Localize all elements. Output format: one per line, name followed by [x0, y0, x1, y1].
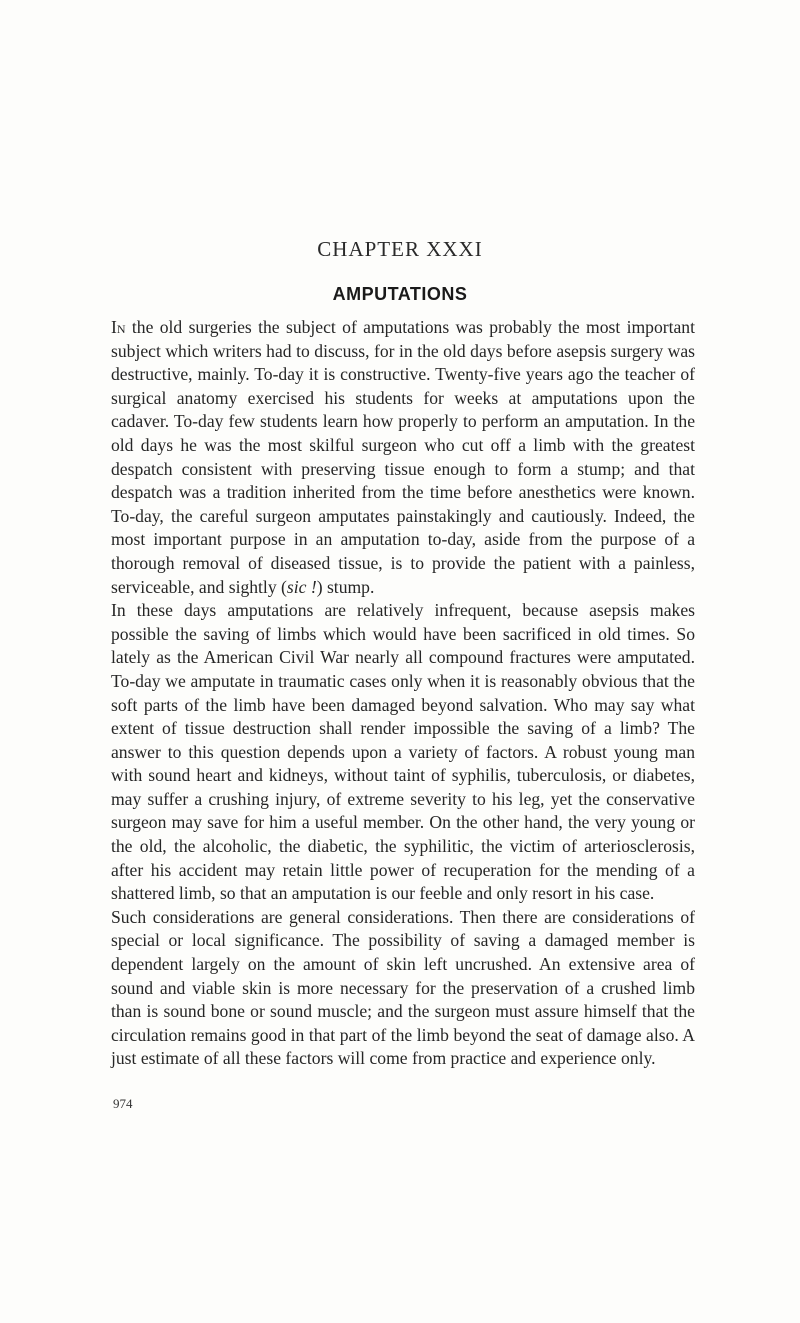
paragraph-lead-word: In [111, 317, 126, 337]
chapter-heading: CHAPTER XXXI [317, 237, 483, 261]
page-number: 974 [113, 1096, 133, 1111]
paragraph-1 [111, 316, 695, 599]
paragraph-2: In these days amputations are relatively infrequent, because asepsis makes possible the saving of limbs which would have been sacrificed in old times. So lately as the American Civil War nearly all compound fractures were amputated. To-day we amputate in traumatic cases only when it is reasonably obvious that the soft parts of the limb have been damaged beyond salvation. Who may say what extent of tissue destruction shall render impossible the saving of a limb? The answer to this question depends upon a variety of factors. A robust young man with sound heart and kidneys, without taint of syphilis, tuberculosis, or diabetes, may suffer a crushing injury, of extreme severity to his leg, yet the conservative surgeon may save for him a useful member. On the other hand, the very young or the old, the alcoholic, the diabetic, the syphilitic, the victim of arteriosclerosis, after his accident may retain little power of recuperation for the mending of a shattered limb, so that an amputation is our feeble and only resort in his case. [111, 600, 695, 904]
chapter-title: AMPUTATIONS [332, 284, 468, 304]
paragraph-1-end: ) stump. [316, 576, 375, 597]
paragraph-1-text: the old surgeries the subject of amputations was probably the most important subject which writers had to discuss, for in the old days before asepsis surgery was destructive, mainly. To-day it is constructive. Twenty-five years ago the teacher of surgical anatomy exercised his students for weeks at amputations upon the cadaver. To-day few students learn how properly to perform an amputation. In the old days he was the most skilful surgeon who cut off a limb with the greatest despatch consistent with preserving tissue enough to form a stump; and that despatch was a tradition inherited from the time before anesthetics were known. To-day, the careful surgeon amputates painstakingly and cautiously. Indeed, the most important purpose in an amputation to-day, aside from the purpose of a thorough removal of diseased tissue, is to provide the patient with a painless, serviceable, and sightly ( [111, 317, 695, 597]
sic-annotation: sic ! [286, 576, 317, 597]
paragraph-3: Such considerations are general considerations. Then there are considerations of special or local significance. The possibility of saving a damaged member is dependent largely on the amount of skin left uncrushed. An extensive area of sound and viable skin is more necessary for the preservation of a crushed limb than is sound bone or sound muscle; and the surgeon must assure himself that the circulation remains good in that part of the limb beyond the seat of damage also. A just estimate of all these factors will come from practice and experience only. [111, 906, 695, 1069]
body-text [111, 316, 695, 1071]
